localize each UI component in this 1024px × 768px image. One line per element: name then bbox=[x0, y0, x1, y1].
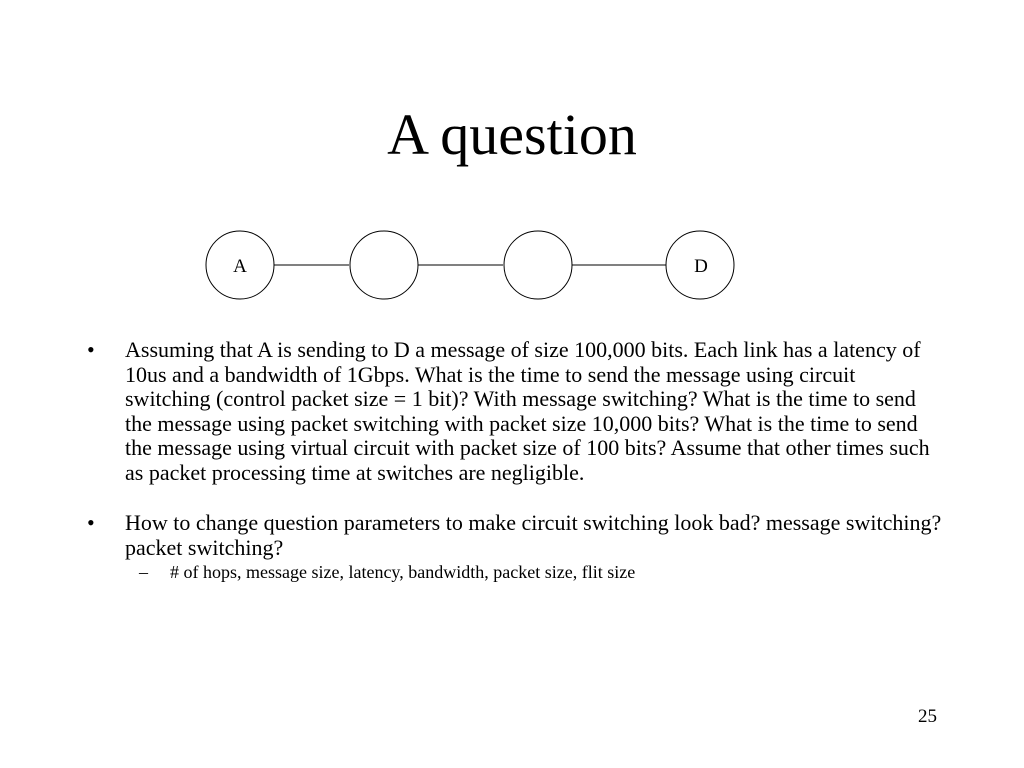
page-number: 25 bbox=[918, 706, 937, 727]
node-d-label: D bbox=[694, 256, 708, 277]
sub-bullet-text: # of hops, message size, latency, bandwidth, packet size, flit size bbox=[170, 562, 636, 582]
slide-title: A question bbox=[387, 102, 637, 167]
bullet-item bbox=[84, 338, 944, 485]
bullet-text: How to change question parameters to make circuit switching look bad? message switching? packet switching? bbox=[125, 510, 942, 560]
sub-bullet-marker: – bbox=[139, 562, 148, 582]
bullet-text: Assuming that A is sending to D a message of size 100,000 bits. Each link has a latency of 10us and a bandwidth of 1Gbps. What is the time to send the message using circuit switching (control packet size = 1 bit)? With message switching? What is the time to send the message using packet switching with packet size 10,000 bits? What is the time to send the message using virtual circuit with packet size of 100 bits? Assume that other times such as packet processing time at switches are negligible. bbox=[125, 337, 930, 485]
bullet-item bbox=[84, 511, 944, 583]
bullet-marker: • bbox=[87, 337, 95, 362]
node-switch-2 bbox=[504, 231, 572, 299]
node-switch-1 bbox=[350, 231, 418, 299]
bullet-list bbox=[84, 338, 944, 609]
bullet-marker: • bbox=[87, 510, 95, 535]
sub-bullet-item bbox=[125, 561, 944, 583]
node-a-label: A bbox=[233, 256, 247, 277]
